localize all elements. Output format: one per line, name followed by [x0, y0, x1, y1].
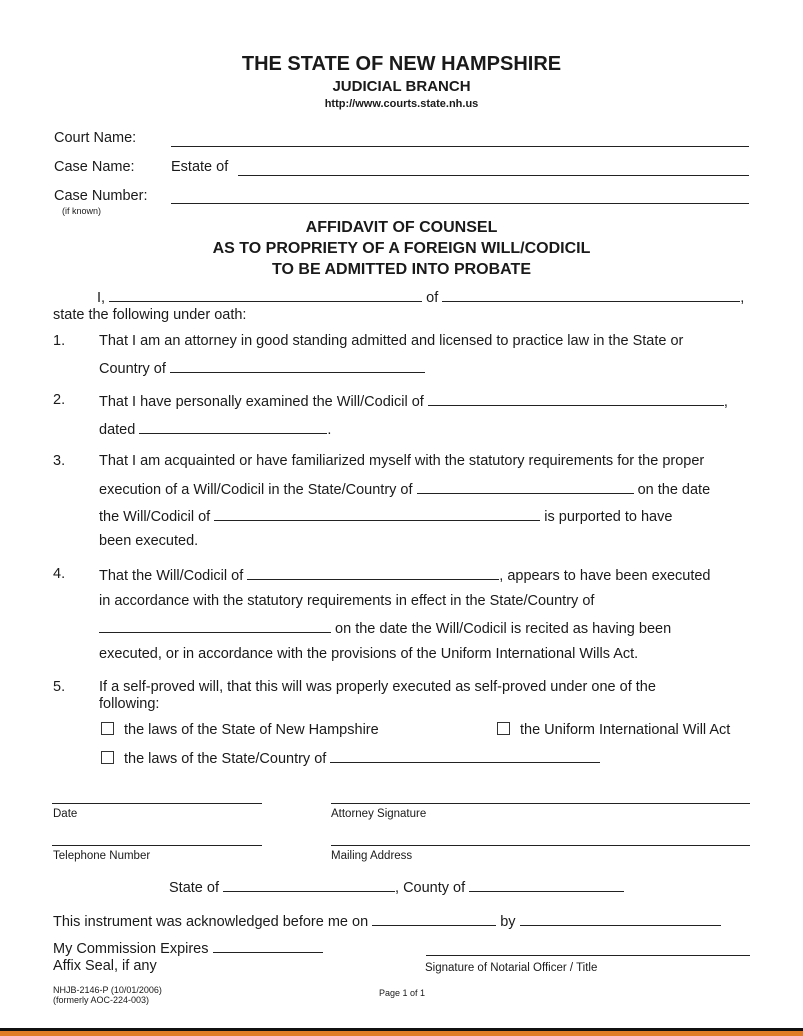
- commission-expires-field[interactable]: [213, 938, 323, 953]
- case-name-label: Case Name:: [54, 159, 135, 175]
- if-known-note: (if known): [62, 206, 102, 216]
- item-3-label: execution of a Will/Codicil in the State/Country of: [99, 482, 413, 498]
- telephone-field[interactable]: [52, 845, 262, 846]
- by-label: by: [500, 914, 516, 930]
- item-4-line-4: executed, or in accordance with the provisions of the Uniform International Wills Act.: [99, 646, 639, 662]
- page-title: THE STATE OF NEW HAMPSHIRE: [241, 53, 562, 75]
- item-4-line-3: [99, 618, 671, 638]
- state-country-field[interactable]: [417, 479, 634, 494]
- notary-state-field[interactable]: [223, 877, 395, 892]
- recited-text: on the date the Will/Codicil is recited as having been: [335, 621, 672, 637]
- form-id: NHJB-2146-P (10/01/2006): [53, 985, 162, 995]
- item-4-label: That the Will/Codicil of: [99, 568, 244, 584]
- case-number-label: Case Number:: [54, 188, 148, 204]
- notary-signature-field[interactable]: [426, 955, 750, 956]
- appears-text: , appears to have been executed: [499, 568, 711, 584]
- accent-bar: [0, 1031, 803, 1036]
- mailing-address-field[interactable]: [331, 845, 750, 846]
- former-form-id: (formerly AOC-224-003): [53, 995, 150, 1005]
- state-country-field-4[interactable]: [99, 618, 331, 633]
- option-state-country[interactable]: [101, 748, 600, 768]
- checkbox[interactable]: [101, 722, 114, 735]
- date-field[interactable]: [52, 803, 262, 804]
- country-of-label: Country of: [99, 361, 166, 377]
- intro-i: I,: [97, 290, 106, 306]
- will-of-field-4[interactable]: [247, 565, 499, 580]
- telephone-label: Telephone Number: [53, 850, 151, 862]
- oath-text: state the following under oath:: [53, 307, 247, 323]
- will-of-field[interactable]: [428, 391, 724, 406]
- option-uniform-international[interactable]: [497, 721, 730, 739]
- period: .: [327, 422, 332, 438]
- commission-label: My Commission Expires: [53, 941, 209, 957]
- state-county-line: [169, 877, 624, 897]
- affiant-location-field[interactable]: [442, 287, 740, 302]
- item-3-line-4: been executed.: [99, 533, 199, 549]
- item-5-line-2: following:: [99, 696, 160, 712]
- commission-line: [53, 938, 323, 958]
- on-the-date: on the date: [637, 482, 711, 498]
- state-country-field-5[interactable]: [330, 748, 600, 763]
- option-label: the laws of the State of New Hampshire: [124, 722, 379, 738]
- comma: ,: [740, 290, 745, 306]
- court-name-label: Court Name:: [54, 130, 137, 146]
- form-title-line-2: AS TO PROPRIETY OF A FOREIGN WILL/CODICIL: [212, 240, 591, 257]
- country-field[interactable]: [170, 358, 425, 373]
- item-3-line-2: [99, 479, 710, 499]
- dated-label: dated: [99, 422, 136, 438]
- purported-text: is purported to have: [544, 509, 673, 525]
- checkbox[interactable]: [101, 751, 114, 764]
- notary-county-field[interactable]: [469, 877, 624, 892]
- estate-of-label: Estate of: [171, 159, 229, 175]
- case-number-field[interactable]: [171, 203, 749, 204]
- dated-field[interactable]: [139, 419, 327, 434]
- county-of-label: , County of: [395, 880, 466, 896]
- state-of-label: State of: [169, 880, 219, 896]
- item-2-line-2: [99, 419, 331, 439]
- option-label: the laws of the State/Country of: [124, 751, 327, 767]
- will-of-field-3[interactable]: [214, 506, 540, 521]
- item-number: 1.: [53, 333, 66, 349]
- intro-of: of: [426, 290, 439, 306]
- item-4-line-2: in accordance with the statutory requirements in effect in the State/Country of: [99, 593, 595, 609]
- website-url: http://www.courts.state.nh.us: [324, 98, 479, 110]
- mailing-address-label: Mailing Address: [331, 850, 413, 862]
- item-5-text: If a self-proved will, that this will was properly executed as self-proved under one of the: [99, 679, 656, 695]
- form-title-line-3: TO BE ADMITTED INTO PROBATE: [272, 261, 531, 278]
- option-label: the Uniform International Will Act: [520, 722, 731, 738]
- case-name-field[interactable]: [238, 175, 749, 176]
- comma: ,: [723, 394, 728, 410]
- acknowledgement-line: [53, 911, 721, 931]
- attorney-signature-label: Attorney Signature: [331, 808, 427, 820]
- option-new-hampshire[interactable]: [101, 721, 379, 739]
- item-number: 3.: [53, 453, 66, 469]
- acknowledged-date-field[interactable]: [372, 911, 496, 926]
- intro-line: [97, 287, 744, 307]
- checkbox[interactable]: [497, 722, 510, 735]
- affiant-name-field[interactable]: [109, 287, 422, 302]
- court-name-field[interactable]: [171, 146, 749, 147]
- subtitle: JUDICIAL BRANCH: [332, 78, 471, 95]
- affix-seal-label: Affix Seal, if any: [53, 958, 157, 974]
- acknowledged-label: This instrument was acknowledged before me on: [53, 914, 369, 930]
- date-label: Date: [53, 808, 78, 820]
- item-number: 5.: [53, 679, 66, 695]
- item-number: 4.: [53, 566, 66, 582]
- item-number: 2.: [53, 392, 66, 408]
- item-3-text: That I am acquainted or have familiarized myself with the statutory requirements for the proper: [99, 453, 705, 469]
- item-2-label: That I have personally examined the Will/Codicil of: [99, 394, 424, 410]
- attorney-signature-field[interactable]: [331, 803, 750, 804]
- item-2-text: [99, 391, 728, 411]
- will-of-label: the Will/Codicil of: [99, 509, 211, 525]
- item-1-text: That I am an attorney in good standing admitted and licensed to practice law in the State or: [99, 333, 684, 349]
- item-3-line-3: [99, 506, 672, 526]
- item-1-line-2: [99, 358, 425, 378]
- form-title-line-1: AFFIDAVIT OF COUNSEL: [305, 219, 498, 236]
- acknowledged-by-field[interactable]: [520, 911, 721, 926]
- notary-signature-label: Signature of Notarial Officer / Title: [425, 962, 598, 974]
- page-number: Page 1 of 1: [379, 988, 426, 998]
- item-4-text: [99, 565, 711, 585]
